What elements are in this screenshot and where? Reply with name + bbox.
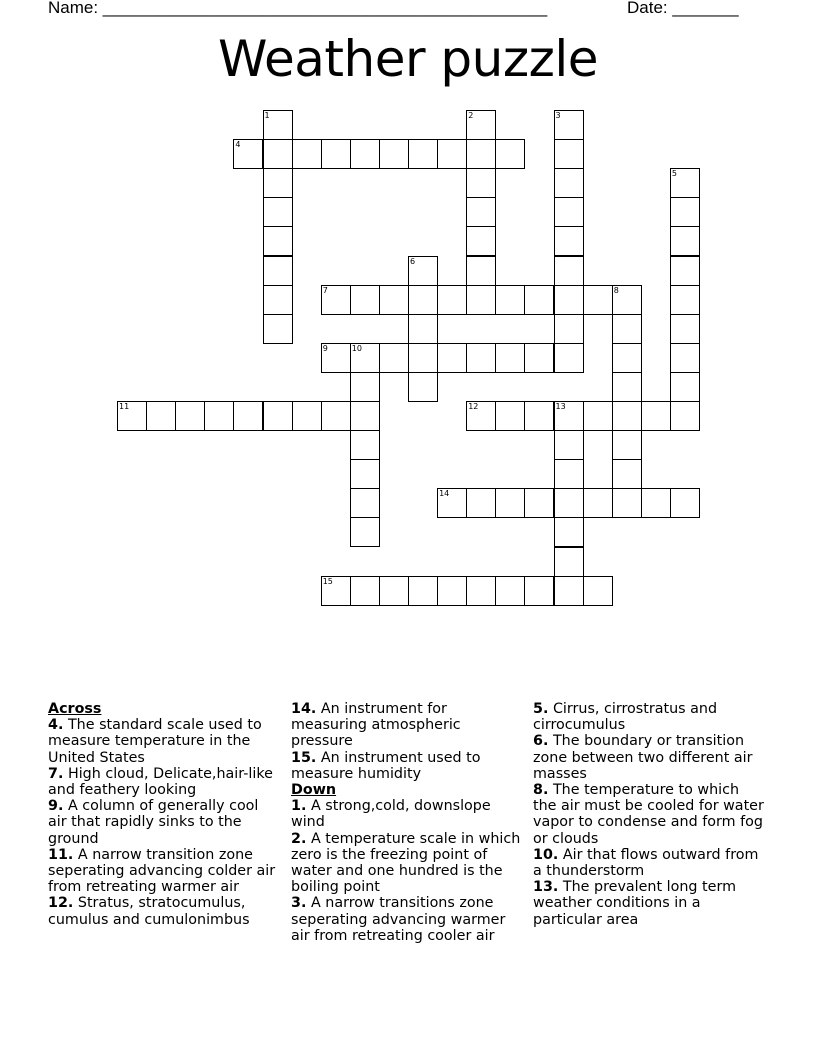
grid-cell[interactable] [612, 430, 642, 460]
clue-number: 14 [439, 489, 450, 499]
grid-cell[interactable] [495, 401, 525, 431]
clue [291, 798, 523, 830]
clue [48, 895, 280, 927]
clue [533, 733, 765, 782]
clue-number-label: 11. [48, 846, 74, 863]
grid-cell[interactable] [466, 226, 496, 256]
clue-number-label: 14. [291, 701, 317, 717]
grid-cell[interactable] [437, 285, 467, 315]
grid-cell[interactable] [554, 256, 584, 286]
grid-cell[interactable] [466, 576, 496, 606]
grid-cell[interactable] [233, 401, 263, 431]
grid-cell[interactable] [554, 139, 584, 169]
grid-cell[interactable] [437, 139, 467, 169]
grid-cell[interactable] [321, 576, 351, 606]
clue-text: An instrument used to measure humidity [291, 749, 481, 782]
clues-column-1 [48, 701, 280, 928]
clue [48, 847, 280, 896]
clue-number: 1 [264, 111, 270, 120]
grid-cell[interactable] [350, 459, 380, 489]
clue-text: A strong,cold, downslope wind [291, 798, 491, 831]
grid-cell[interactable] [466, 343, 496, 373]
clue [533, 847, 765, 879]
clue-text: Stratus, stratocumulus, cumulus and cumulonimbus [48, 895, 250, 928]
grid-cell[interactable] [554, 576, 584, 606]
grid-cell[interactable] [175, 401, 205, 431]
grid-cell[interactable] [495, 343, 525, 373]
grid-cell[interactable] [495, 285, 525, 315]
grid-cell[interactable] [670, 197, 700, 227]
grid-cell[interactable] [350, 488, 380, 518]
grid-cell[interactable] [350, 285, 380, 315]
clue-text: An instrument for measuring atmospheric pressure [291, 701, 461, 750]
clue-number-label: 6. [533, 733, 549, 750]
clue-number-label: 3. [291, 895, 307, 912]
grid-cell[interactable] [321, 343, 351, 373]
grid-cell[interactable] [554, 110, 584, 140]
grid-cell[interactable] [408, 256, 438, 286]
grid-cell[interactable] [350, 430, 380, 460]
grid-cell[interactable] [670, 343, 700, 373]
grid-cell[interactable] [408, 285, 438, 315]
grid-cell[interactable] [466, 139, 496, 169]
clue-text: The temperature to which the air must be cooled for water vapor to condense and form fog or clouds [533, 782, 764, 847]
clue-text: The standard scale used to measure temperature in the United States [48, 717, 262, 766]
grid-cell[interactable] [670, 285, 700, 315]
clue [533, 879, 765, 928]
grid-cell[interactable] [554, 488, 584, 518]
grid-cell[interactable] [437, 343, 467, 373]
grid-cell[interactable] [583, 285, 613, 315]
grid-cell[interactable] [204, 401, 234, 431]
name-field[interactable]: Name: _______________________________________________ [48, 0, 548, 17]
grid-cell[interactable] [524, 401, 554, 431]
clue-number: 9 [322, 343, 328, 353]
grid-cell[interactable] [670, 488, 700, 518]
clue-number: 10 [351, 343, 362, 353]
grid-cell[interactable] [612, 459, 642, 489]
clue-number: 5 [671, 169, 677, 179]
grid-cell[interactable] [466, 197, 496, 227]
clue-number-label: 7. [48, 765, 64, 782]
grid-cell[interactable] [437, 488, 467, 518]
grid-cell[interactable] [350, 576, 380, 606]
grid-cell[interactable] [117, 401, 147, 431]
grid-cell[interactable] [408, 314, 438, 344]
clue-number-label: 5. [533, 701, 549, 717]
grid-cell[interactable] [670, 314, 700, 344]
clue [291, 750, 523, 782]
grid-cell[interactable] [495, 139, 525, 169]
clue-text: Air that flows outward from a thunderstorm [533, 846, 759, 880]
grid-cell[interactable] [554, 168, 584, 198]
grid-cell[interactable] [670, 226, 700, 256]
clue-text: The prevalent long term weather conditions in a particular area [533, 879, 737, 928]
grid-cell[interactable] [554, 285, 584, 315]
grid-cell[interactable] [350, 343, 380, 373]
grid-cell[interactable] [554, 226, 584, 256]
grid-cell[interactable] [554, 430, 584, 460]
grid-cell[interactable] [466, 110, 496, 140]
clue-number: 6 [410, 256, 416, 266]
grid-cell[interactable] [612, 488, 642, 518]
clue-number-label: 15. [291, 749, 317, 766]
clue-number: 13 [555, 402, 566, 411]
clue [48, 717, 280, 766]
clue-number-label: 2. [291, 830, 307, 847]
section-heading: Down [291, 782, 337, 799]
clue-number-label: 1. [291, 798, 307, 815]
date-field[interactable]: Date: _______ [627, 0, 739, 17]
grid-cell[interactable] [263, 168, 293, 198]
clue-number: 8 [613, 285, 619, 295]
grid-cell[interactable] [146, 401, 176, 431]
grid-cell[interactable] [670, 401, 700, 431]
grid-cell[interactable] [263, 110, 293, 140]
clue [291, 701, 523, 750]
grid-cell[interactable] [350, 139, 380, 169]
grid-cell[interactable] [554, 547, 584, 577]
grid-cell[interactable] [466, 401, 496, 431]
section-heading: Across [48, 701, 102, 717]
grid-cell[interactable] [350, 517, 380, 547]
grid-cell[interactable] [408, 139, 438, 169]
grid-cell[interactable] [554, 459, 584, 489]
clue-text: A narrow transition zone seperating advancing colder air from retreating warmer air [48, 846, 276, 896]
grid-cell[interactable] [670, 168, 700, 198]
clue [291, 831, 523, 896]
clue-text: High cloud, Delicate,hair-like and feathery looking [48, 765, 273, 799]
grid-cell[interactable] [641, 401, 671, 431]
grid-cell[interactable] [263, 139, 293, 169]
grid-cell[interactable] [524, 576, 554, 606]
grid-cell[interactable] [408, 576, 438, 606]
clue-number-label: 12. [48, 895, 74, 912]
clue-number: 4 [235, 140, 241, 150]
clue-text: A narrow transitions zone seperating advancing warmer air from retreating cooler air [291, 895, 506, 944]
grid-cell[interactable] [379, 139, 409, 169]
grid-cell[interactable] [292, 401, 322, 431]
grid-cell[interactable] [408, 343, 438, 373]
grid-cell[interactable] [641, 488, 671, 518]
page-title: Weather puzzle [218, 30, 598, 88]
grid-cell[interactable] [321, 285, 351, 315]
grid-cell[interactable] [321, 401, 351, 431]
grid-cell[interactable] [233, 139, 263, 169]
grid-cell[interactable] [524, 488, 554, 518]
grid-cell[interactable] [350, 401, 380, 431]
clue-number: 3 [555, 111, 561, 120]
clue [533, 701, 765, 733]
clue-number-label: 9. [48, 798, 64, 815]
clue-number-label: 4. [48, 717, 64, 734]
clue-number: 7 [322, 285, 328, 295]
grid-cell[interactable] [583, 401, 613, 431]
grid-cell[interactable] [670, 372, 700, 402]
clue-number: 2 [468, 111, 474, 120]
grid-cell[interactable] [495, 488, 525, 518]
grid-cell[interactable] [612, 401, 642, 431]
grid-cell[interactable] [263, 197, 293, 227]
clue-text: The boundary or transition zone between two different air masses [533, 733, 753, 782]
clue-number: 11 [119, 402, 130, 411]
clue [48, 766, 280, 798]
grid-cell[interactable] [554, 517, 584, 547]
grid-cell[interactable] [466, 488, 496, 518]
grid-cell[interactable] [670, 256, 700, 286]
grid-cell[interactable] [466, 256, 496, 286]
grid-cell[interactable] [612, 285, 642, 315]
clue-number-label: 10. [533, 846, 559, 863]
grid-cell[interactable] [263, 256, 293, 286]
clue [48, 798, 280, 847]
grid-cell[interactable] [263, 285, 293, 315]
grid-cell[interactable] [408, 372, 438, 402]
grid-cell[interactable] [437, 576, 467, 606]
clue-number: 12 [468, 402, 479, 411]
grid-cell[interactable] [379, 285, 409, 315]
clues-column-3 [533, 701, 765, 928]
grid-cell[interactable] [554, 314, 584, 344]
clue-text: A temperature scale in which zero is the freezing point of water and one hundred is the boiling point [291, 830, 521, 896]
clue-number-label: 13. [533, 879, 559, 896]
grid-cell[interactable] [524, 343, 554, 373]
grid-cell[interactable] [263, 226, 293, 256]
clue-text: A column of generally cool air that rapidly sinks to the ground [48, 798, 259, 847]
grid-cell[interactable] [583, 576, 613, 606]
grid-cell[interactable] [583, 488, 613, 518]
grid-cell[interactable] [350, 372, 380, 402]
grid-cell[interactable] [554, 401, 584, 431]
clue-text: Cirrus, cirrostratus and cirrocumulus [533, 701, 718, 734]
grid-cell[interactable] [263, 401, 293, 431]
clue [291, 895, 523, 944]
grid-cell[interactable] [612, 343, 642, 373]
grid-cell[interactable] [612, 314, 642, 344]
clue-number: 15 [322, 576, 333, 586]
clues-column-2 [291, 701, 523, 944]
grid-cell[interactable] [466, 168, 496, 198]
grid-cell[interactable] [379, 576, 409, 606]
grid-cell[interactable] [495, 576, 525, 606]
grid-cell[interactable] [554, 197, 584, 227]
grid-cell[interactable] [292, 139, 322, 169]
grid-cell[interactable] [263, 314, 293, 344]
grid-cell[interactable] [321, 139, 351, 169]
grid-cell[interactable] [379, 343, 409, 373]
grid-cell[interactable] [554, 343, 584, 373]
grid-cell[interactable] [524, 285, 554, 315]
clue [533, 782, 765, 847]
grid-cell[interactable] [612, 372, 642, 402]
grid-cell[interactable] [466, 285, 496, 315]
clue-number-label: 8. [533, 782, 549, 799]
